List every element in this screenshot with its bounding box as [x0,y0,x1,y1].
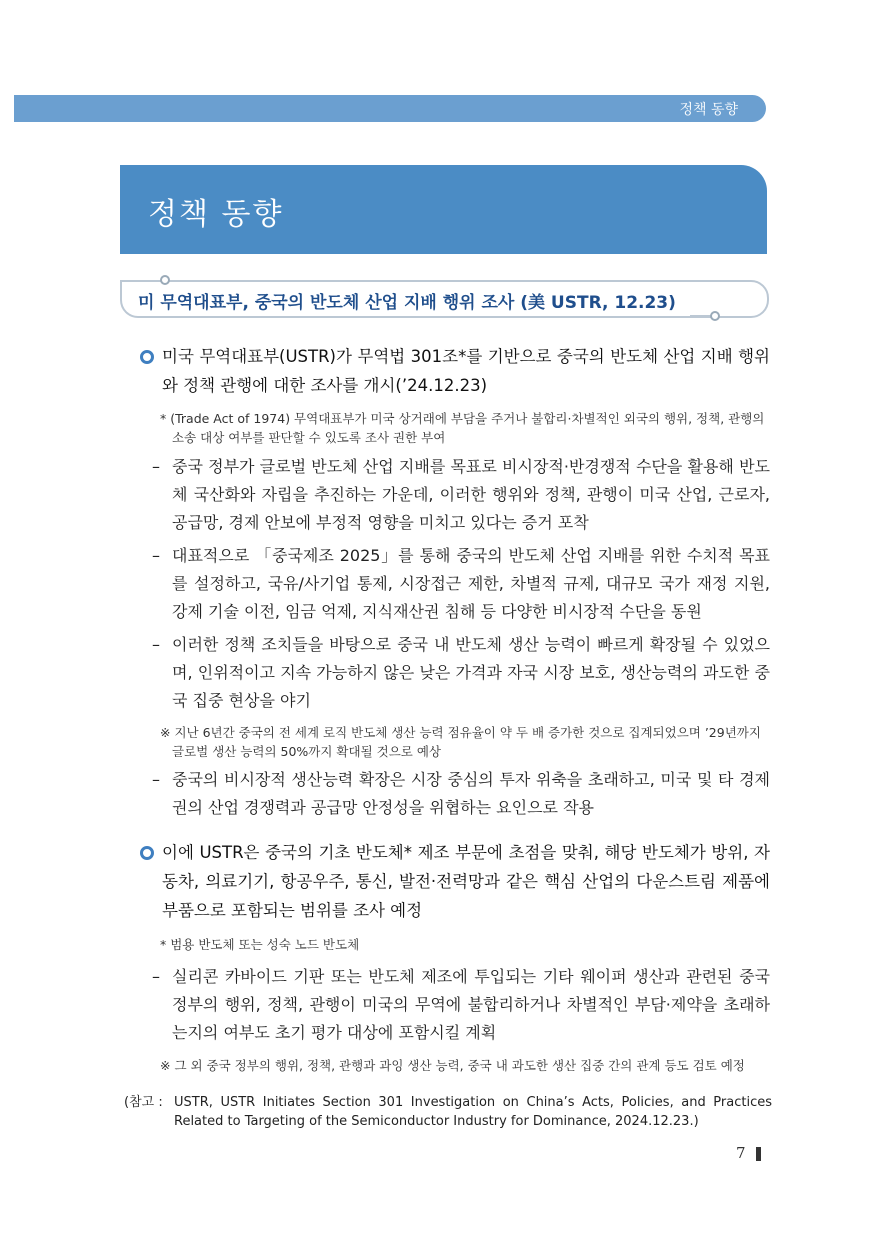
reference [124,1093,772,1131]
section-deco-circle-bottom [710,311,720,321]
dash-mark: – [152,967,160,986]
header-label: 정책 동향 [679,102,738,118]
footnote [160,723,770,761]
dash-item [152,542,770,626]
page-marker [756,1147,761,1161]
section-deco-circle-top [160,275,170,285]
dash-mark: – [152,635,160,654]
dash-text: 이러한 정책 조치들을 바탕으로 중국 내 반도체 생산 능력이 빠르게 확장될 수 있었으며, 인위적이고 지속 가능하지 않은 낮은 가격과 자국 시장 보호, 생산능력의 과도한 중국 집중 현상을 야기 [172,635,770,710]
footnote-text: ※ 그 외 중국 정부의 행위, 정책, 관행과 과잉 생산 능력, 중국 내 과도한 생산 집중 간의 관계 등도 검토 예정 [160,1058,745,1073]
bullet-item [140,342,770,400]
footnote [160,935,770,954]
section-deco-line-bottom [690,315,712,317]
dash-mark: – [152,457,160,476]
dash-item [152,766,770,822]
dash-mark: – [152,546,160,565]
title-banner [120,165,767,254]
dash-text: 중국의 비시장적 생산능력 확장은 시장 중심의 투자 위축을 초래하고, 미국 및 타 경제권의 산업 경쟁력과 공급망 안정성을 위협하는 요인으로 작용 [172,770,770,817]
section-title: 미 무역대표부, 중국의 반도체 산업 지배 행위 조사 (美 USTR, 12.23) [138,293,676,313]
reference-text: USTR, USTR Initiates Section 301 Investigation on China’s Acts, Policies, and Practices Related to Targeting of the Semiconductor Industry for Dominance, 2024.12.23.) [174,1095,772,1129]
bullet-text: 이에 USTR은 중국의 기초 반도체* 제조 부문에 초점을 맞춰, 해당 반도체가 방위, 자동차, 의료기기, 항공우주, 통신, 발전·전력망과 같은 핵심 산업의 다운스트림 제품에 부품으로 포함되는 범위를 조사 예정 [162,843,770,920]
dash-text: 중국 정부가 글로벌 반도체 산업 지배를 목표로 비시장적·반경쟁적 수단을 활용해 반도체 국산화와 자립을 추진하는 가운데, 이러한 행위와 정책, 관행이 미국 산업, 근로자, 공급망, 경제 안보에 부정적 영향을 미치고 있다는 증거 포착 [172,457,770,532]
footnote-text: * 범용 반도체 또는 성숙 노드 반도체 [160,937,360,952]
footnote [160,1056,770,1075]
bullet-text: 미국 무역대표부(USTR)가 무역법 301조*를 기반으로 중국의 반도체 산업 지배 행위와 정책 관행에 대한 조사를 개시(’24.12.23) [162,347,770,395]
reference-label: (참고 : [124,1095,163,1110]
page-title: 정책 동향 [148,197,284,232]
page-number: 7 [736,1144,746,1162]
bullet-circle-icon [140,350,154,364]
dash-item [152,963,770,1047]
dash-item [152,453,770,537]
dash-text: 대표적으로 「중국제조 2025」를 통해 중국의 반도체 산업 지배를 위한 수치적 목표를 설정하고, 국유/사기업 통제, 시장접근 제한, 차별적 규제, 대규모 국가 재정 지원, 강제 기술 이전, 임금 억제, 지식재산권 침해 등 다양한 비시장적 수단을 동원 [172,546,770,621]
footnote-text: ※ 지난 6년간 중국의 전 세계 로직 반도체 생산 능력 점유율이 약 두 배 증가한 것으로 집계되었으며 ’29년까지 글로벌 생산 능력의 50%까지 확대될 것으로 예상 [160,725,761,759]
footnote-text: * (Trade Act of 1974) 무역대표부가 미국 상거래에 부담을 주거나 불합리·차별적인 외국의 행위, 정책, 관행의 소송 대상 여부를 판단할 수 있도록 조사 권한 부여 [160,411,765,445]
dash-mark: – [152,770,160,789]
bullet-circle-icon [140,846,154,860]
header-bar [14,95,766,122]
footnote [160,409,770,447]
dash-item [152,631,770,715]
section-heading-box [120,280,769,318]
dash-text: 실리콘 카바이드 기판 또는 반도체 제조에 투입되는 기타 웨이퍼 생산과 관련된 중국 정부의 행위, 정책, 관행이 미국의 무역에 불합리하거나 차별적인 부담·제약을 초래하는지의 여부도 초기 평가 대상에 포함시킬 계획 [172,967,770,1042]
bullet-item [140,838,770,925]
